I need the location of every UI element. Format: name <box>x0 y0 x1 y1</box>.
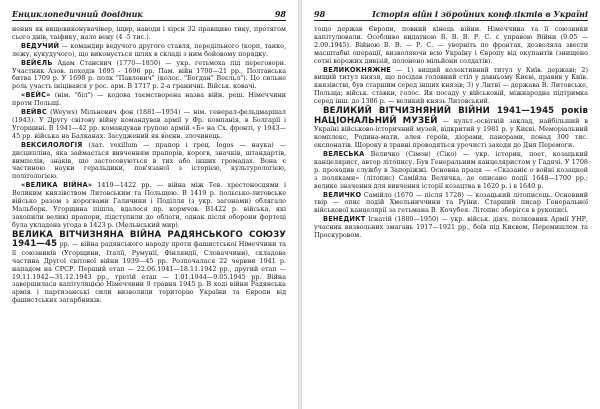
entry-velyka-viyna: «ВЕЛИКА ВІЙНА» 1419—1422 рр. — війна між Тев. хрестоносцями і Великим князівством Литовським та Польщею. В 1419 р. польсько-литовське військо разом з корогвами Галичини і Поділля (з укр. загонами) облягало Мальборк. Угорщина пішла, вдалося пр. кормчов. В1422 р. війська, які захопили великі прапори, підступили до облоги, однак після оборони фортеці була укладена угода в 1423 р. (Мельнський мир). <box>12 181 286 229</box>
left-page-number: 98 <box>274 9 286 19</box>
entry-continuation: нення як вищевиконувачівер, іщвр, наводи і хірсн 32 правщиво тику, протягом сього днів, таіфику, нало вену (4 -5 тис.). <box>12 26 286 41</box>
entry-vvv: ВЕЛИКА ВІТЧИЗНЯНА ВІЙНА РАДЯНСЬКОГО СОЮЗУ 1941—45 рр. — війна радянського народу проти фашистської Німеччини та її союзників (Угорщини, Італії, Румунії, Фінляндії, Словаччини), складова частина Другої світової війни 1939—45 рр. Розпочалася 22 червня 1941 р. нападом на СРСР. Перший етап — 22.06.1941—18.11.1942 рр., другий етап — 19.11.1942—31.12.1943 рр., третій етап — 1.01.1944—9.05.1945 рр. Війна завершилася капітуляцією Німеччини 9 травня 1945 р. В ході війни Радянська армія і партизанські сили визволили територію України та Європи від фашистських загарбників. <box>12 229 286 305</box>
right-page <box>302 0 600 409</box>
left-running-header <box>12 4 286 21</box>
entry-venedykt: ВЕНЕДИКТ Ігнатій (1880—1950) — укр. військ. діяч, полковник Армії УНР, учасник визвольних змагань 1917—1921 рр., боїв під Києвом, Перемишлем та Проскуровом. <box>314 215 588 240</box>
entry-veyel: ВЕЙЄЛЬ Адам Стансвич (1770—1850) — укр. гетьмоха під переговори. Участник Азов. походів 1695 - 1696 рр. Пам. війн 1700—21 рр., Полтавська битва 1709 р. У 1698 р. полк "Павлович" (колос. "Богдан" Веєльл"). Цо сильне роль участь ініцівався у рос. арм. В 1717 р. 2-а граничні. Військ. ковачі. <box>12 58 286 91</box>
entry-veleska: ВЕЛЕСЬКА Величко (Сімон) (Сіко) — укр. історик, поет, козацький канцелярист, автор літопису. Був Генеральним канцеляристом у Гадячі. У 1708 р. проходив службу в Запоріжжі. Основна праця — «Сказаніє о войні козацкой з поляками» (літопис) Самійла Величка, де описано події 1648—1700 рр.; велике значення для вивчення історії козацтва в 1620 р. і в 1640 р. <box>314 149 588 190</box>
right-header-title: Історія війн і збройних конфліктів в Україні <box>372 9 588 19</box>
left-page <box>0 0 298 409</box>
entry-veys: «ВЕЙС» (нім. "біл") — кодова таємстворена назва війн. реш. Німеччини проти Польщі. <box>12 91 286 108</box>
entry-velykoknyazhne: ВЕЛИКОКНЯЖНЕ — 1) вищий колективний титул у Київ. державі; 2) вищий титул князя, що посідав головний стіл у давньому Києві, правив у Київ. князівстві, був старшим серед інших князів; 3) у Литві — держава В. Литовське, Польща; військ. ставки, голос. Як посаду у військовій, міжнародна підтримка серед інш. до 1386 р. — великий князь Литовський. <box>314 65 588 106</box>
right-running-header <box>314 4 588 21</box>
entry-vexillology: ВЕКСИЛОЛОГІЯ (лат. vexillum — прапор і грец. logos — наука) — дисципліна, яка займається вивченням прапорів, корогв, значків, штандартів, вимпелів, знаків, що застосовуються в тих або інших громадах. Вона є частиною науки геральдики, пов'язаної з історією, культурологією, політологією. <box>12 140 286 181</box>
entry-museum: ВЕЛИКИЙ ВІТЧИЗНЯНИЙ ВІЙНИ 1941—1945 років НАЦІОНАЛЬНИЙ МУЗЕЙ — культ.-освітній заклад, найбільший в Україні військово-історичний музей, відкритий у 1981 р. у Києві. Меморіальний комплекс, Родина-мати, алея героїв, діорами, панорами, понад 300 тис. експонатів. Щороку в травні проводяться урочисті заходи до Дня Перемоги. <box>314 106 588 150</box>
entry-veduchyi: ВЕДУЧИЙ — командир ведучого другого ставля, передільного (корп, танко, лежу, кукудучого), що виконується шлях в складі з ним бойовому порядку. <box>12 41 286 58</box>
right-page-number: 98 <box>314 9 326 19</box>
right-page-text <box>314 26 588 405</box>
entry-velychko: ВЕЛИЧКО Самійло (1670 — після 1728) — козацький літописець. Основний твір — опис подій Хмельниччини та Руїни. Старший писар Генеральної військової канцелярії за гетьмана В. Кочубея. Літопис зберігся в рукописі. <box>314 190 588 215</box>
entry-continuation: тощо держав Європи, повний кінець війни. Німеччина та її союзники капітулювали. Особливо видатною В. В. В. Р. С. с управою Війни (9.05 — 2.09.1945). Війною В. В. — Р. С. — уверніть по фронтах, дозволяла звести масштабні операції, визволяючи всю Україну і Європу від окупантів (знищено сотні ворожих дивізій, полонено мільйони солдатів). <box>314 26 588 65</box>
left-page-text <box>12 26 286 405</box>
left-header-title: Енциклопедичний довідник <box>12 9 143 19</box>
entry-veyvs: ВЕЙВС (Weyws) Мільнович фон (1881—1954) — нім. генерал-фельдмаршал (1943). У Другу світову війну командував армії у Фр. компанія, в Болгарії і Угорщині. В 1941—42 рр. командував групою армій «Б» на Сх. фронті, у 1943—45 рр. війська на Балканах. Засуджений як воєнн. злочинець. <box>12 108 286 140</box>
